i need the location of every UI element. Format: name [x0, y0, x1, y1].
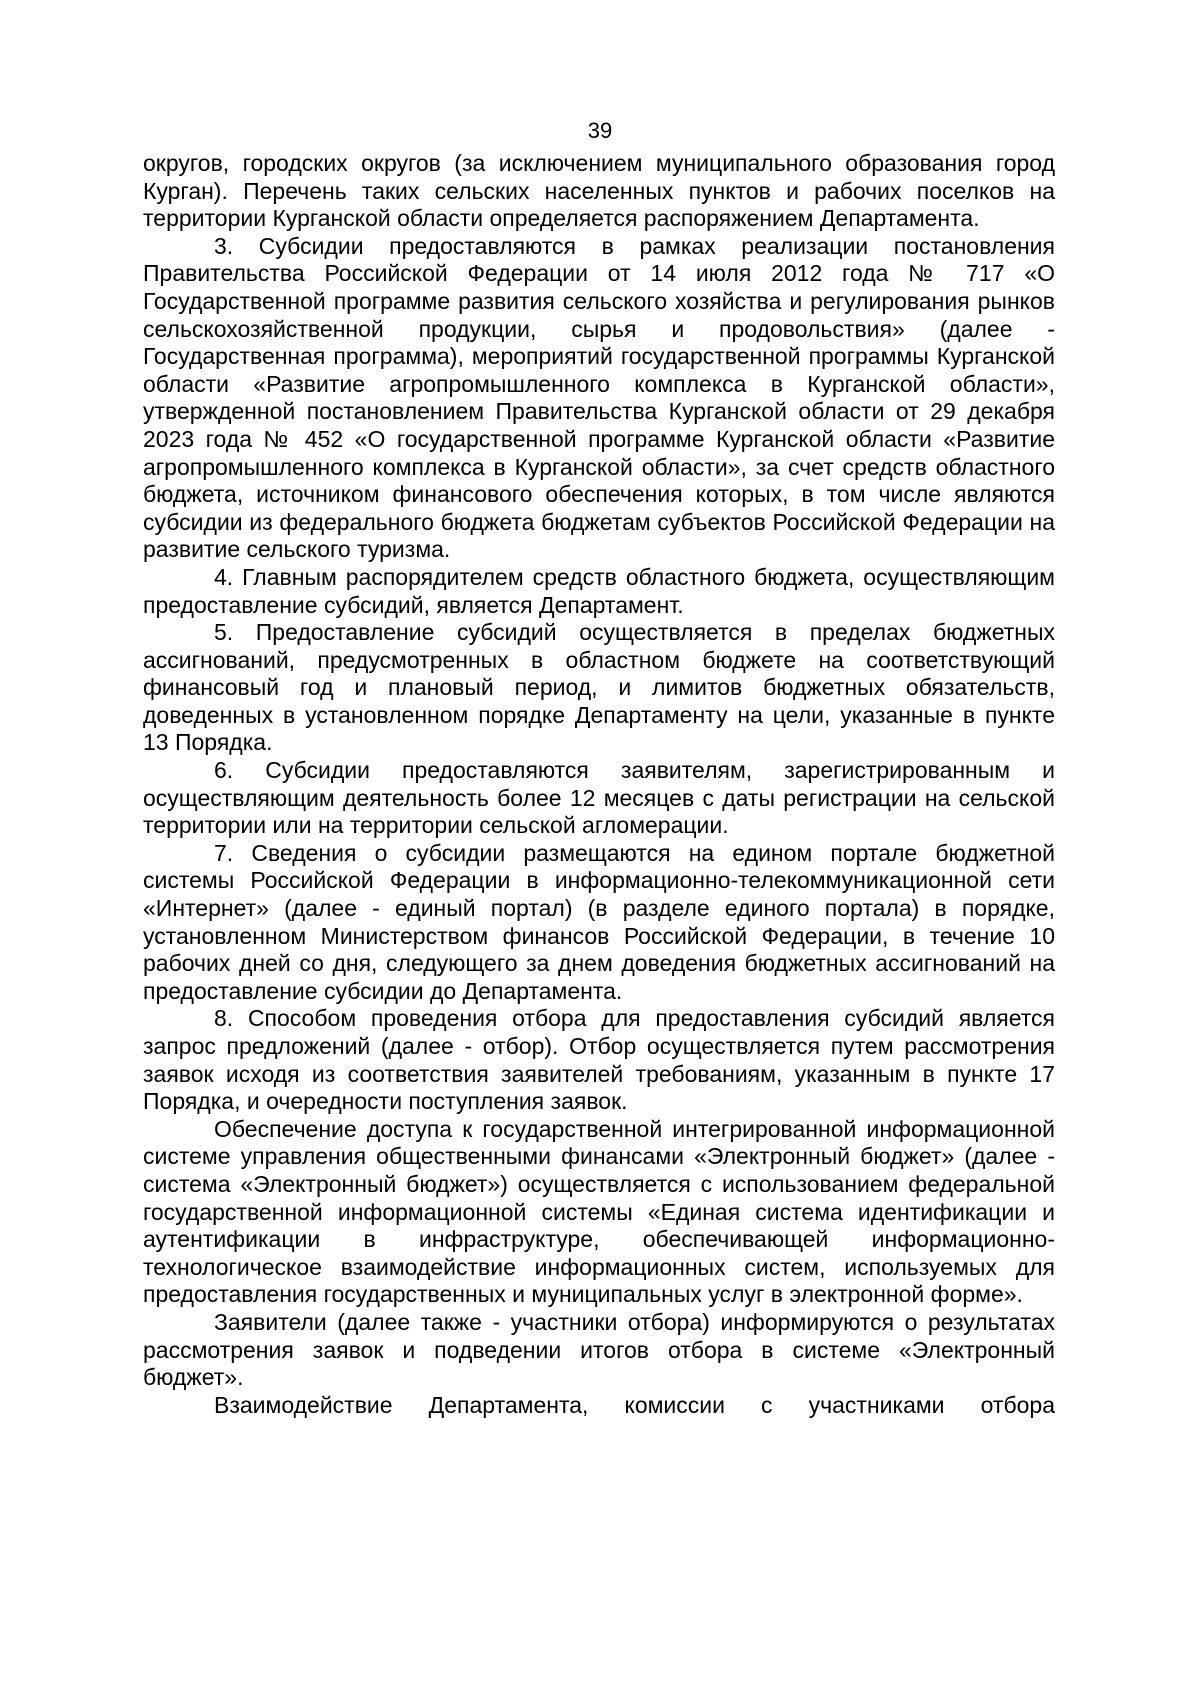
paragraph-continuation: округов, городских округов (за исключением муниципального образования город Курган). Перечень таких сельских населенных пунктов и рабочих поселков на территории Курганской области определяется распоряжением Департамента. [143, 150, 1055, 232]
paragraph-item-3: 3. Субсидии предоставляются в рамках реализации постановления Правительства Российской Федерации от 14 июля 2012 года № 717 «О Государственной программе развития сельского хозяйства и регулирования рынков сельскохозяйственной продукции, сырья и продовольствия» (далее - Государственная программа), мероприятий государственной программы Курганской области «Развитие агропромышленного комплекса в Курганской области», утвержденной постановлением Правительства Курганской области от 29 декабря 2023 года № 452 «О государственной программе Курганской области «Развитие агропромышленного комплекса в Курганской области», за счет средств областного бюджета, источником финансового обеспечения которых, в том числе являются субсидии из федерального бюджета бюджетам субъектов Российской Федерации на развитие сельского туризма. [143, 232, 1055, 563]
document-body [143, 150, 1055, 1419]
paragraph-electronic-budget-access: Обеспечение доступа к государственной интегрированной информационной системе управления общественными финансами «Электронный бюджет» (далее - система «Электронный бюджет») осуществляется с использованием федеральной государственной информационной системы «Единая система идентификации и аутентификации в инфраструктуре, обеспечивающей информационно-технологическое взаимодействие информационных систем, используемых для предоставления государственных и муниципальных услуг в электронной форме». [143, 1115, 1055, 1308]
paragraph-item-5: 5. Предоставление субсидий осуществляется в пределах бюджетных ассигнований, предусмотренных в областном бюджете на соответствующий финансовый год и плановый период, и лимитов бюджетных обязательств, доведенных в установленном порядке Департаменту на цели, указанные в пункте 13 Порядка. [143, 619, 1055, 756]
paragraph-applicants-informed: Заявители (далее также - участники отбора) информируются о результатах рассмотрения заявок и подведении итогов отбора в системе «Электронный бюджет». [143, 1308, 1055, 1391]
paragraph-item-6: 6. Субсидии предоставляются заявителям, зарегистрированным и осуществляющим деятельность более 12 месяцев с даты регистрации на сельской территории или на территории сельской агломерации. [143, 757, 1055, 839]
paragraph-item-4: 4. Главным распорядителем средств областного бюджета, осуществляющим предоставление субсидий, является Департамент. [143, 563, 1055, 618]
page-number: 39 [587, 118, 613, 143]
paragraph-interaction: Взаимодействие Департамента, комиссии с участниками отбора [214, 1391, 1055, 1418]
paragraph-item-8: 8. Способом проведения отбора для предоставления субсидий является запрос предложений (далее - отбор). Отбор осуществляется путем рассмотрения заявок исходя из соответствия заявителей требованиям, указанным в пункте 17 Порядка, и очередности поступления заявок. [143, 1005, 1055, 1115]
paragraph-item-7: 7. Сведения о субсидии размещаются на едином портале бюджетной системы Российской Федерации в информационно-телекоммуникационной сети «Интернет» (далее - единый портал) (в разделе единого портала) в порядке, установленном Министерством финансов Российской Федерации, в течение 10 рабочих дней со дня, следующего за днем доведения бюджетных ассигнований на предоставление субсидии до Департамента. [143, 839, 1055, 1004]
